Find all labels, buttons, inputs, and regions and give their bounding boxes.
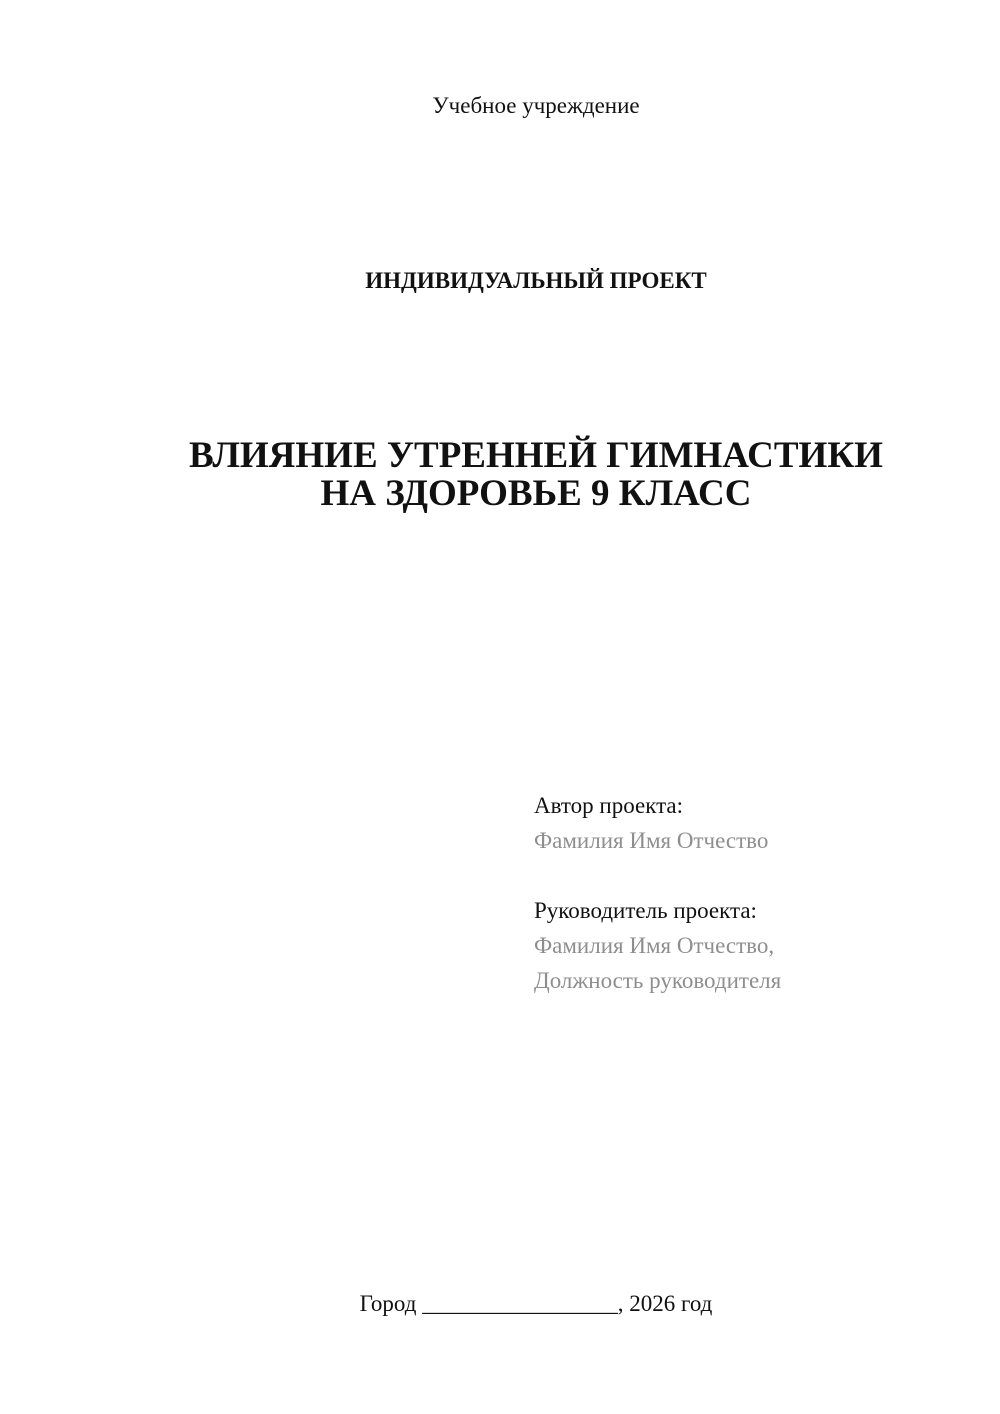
- institution-name: Учебное учреждение: [432, 93, 640, 118]
- project-info-block: [534, 788, 974, 998]
- project-title: [0, 437, 1000, 513]
- author-label: Автор проекта:: [534, 793, 683, 818]
- city-year-line: [0, 1290, 1000, 1318]
- year-text: , 2026 год: [617, 1291, 713, 1316]
- document-type: ИНДИВИДУАЛЬНЫЙ ПРОЕКТ: [365, 268, 707, 293]
- supervisor-label: Руководитель проекта:: [534, 898, 757, 923]
- supervisor-position: Должность руководителя: [534, 968, 782, 993]
- city-blank: _________________: [422, 1291, 618, 1316]
- supervisor-name: Фамилия Имя Отчество,: [534, 933, 775, 958]
- author-name: Фамилия Имя Отчество: [534, 828, 769, 853]
- info-spacer: [534, 858, 974, 893]
- city-label: Город: [359, 1291, 417, 1316]
- project-title-line-2: НА ЗДОРОВЬЕ 9 КЛАСС: [320, 473, 752, 514]
- project-title-line-1: ВЛИЯНИЕ УТРЕННЕЙ ГИМНАСТИКИ: [189, 435, 883, 476]
